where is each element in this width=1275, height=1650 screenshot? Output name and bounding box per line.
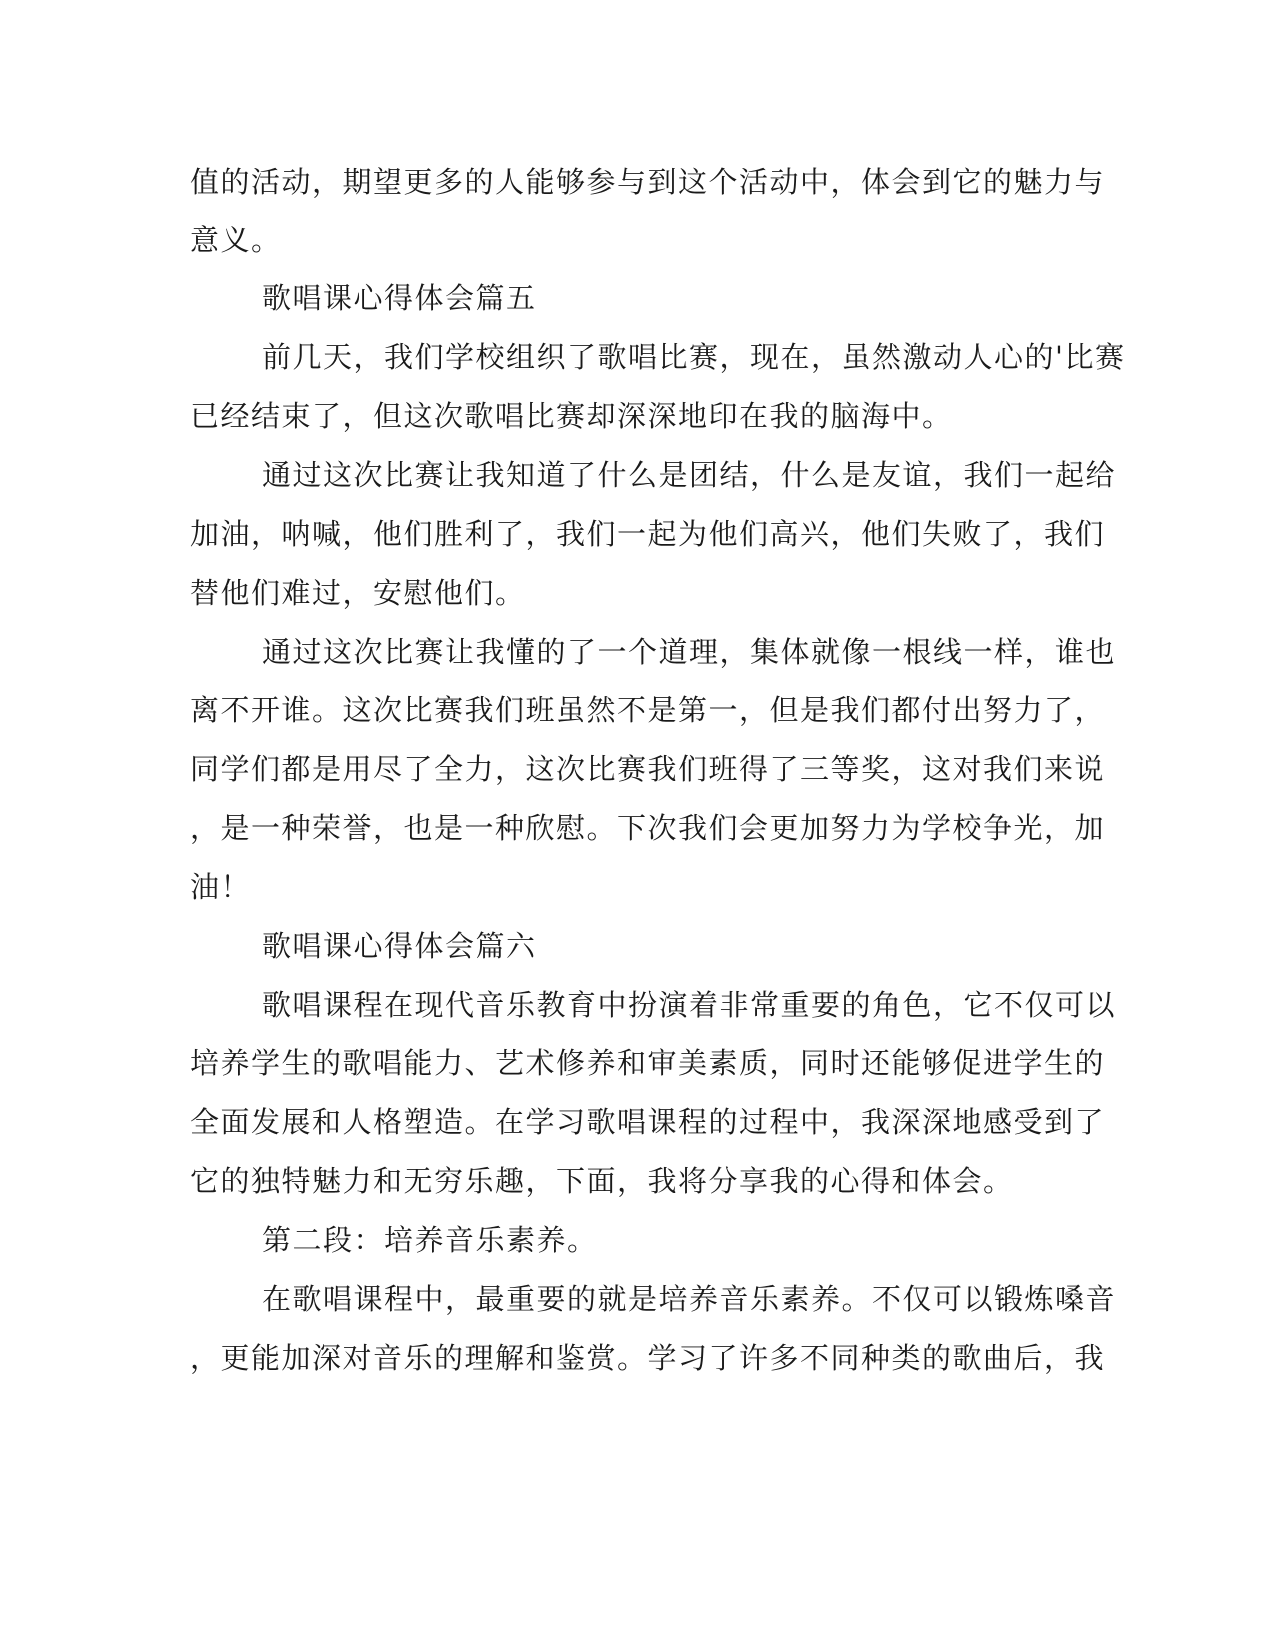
text-line: 前几天，我们学校组织了歌唱比赛，现在，虽然激动人心的'比赛 — [262, 340, 1126, 374]
subsection-heading: 第二段：培养音乐素养。 — [262, 1223, 598, 1257]
text-line: ，更能加深对音乐的理解和鉴赏。学习了许多不同种类的歌曲后，我 — [190, 1341, 1106, 1375]
section-heading: 歌唱课心得体会篇六 — [262, 929, 537, 963]
text-line: 意义。 — [190, 223, 282, 257]
text-line: 通过这次比赛让我知道了什么是团结，什么是友谊，我们一起给 — [262, 458, 1117, 492]
text-line: 离不开谁。这次比赛我们班虽然不是第一，但是我们都付出努力了， — [190, 693, 1106, 727]
text-line: 同学们都是用尽了全力，这次比赛我们班得了三等奖，这对我们来说 — [190, 752, 1106, 786]
text-line: 全面发展和人格塑造。在学习歌唱课程的过程中，我深深地感受到了 — [190, 1105, 1106, 1139]
text-line: 它的独特魅力和无穷乐趣，下面，我将分享我的心得和体会。 — [190, 1164, 1014, 1198]
text-line: 歌唱课程在现代音乐教育中扮演着非常重要的角色，它不仅可以 — [262, 988, 1117, 1022]
section-heading: 歌唱课心得体会篇五 — [262, 281, 537, 315]
text-line: 替他们难过，安慰他们。 — [190, 576, 526, 610]
text-line: 培养学生的歌唱能力、艺术修养和审美素质，同时还能够促进学生的 — [190, 1046, 1106, 1080]
text-line: 油！ — [190, 870, 252, 904]
text-line: 在歌唱课程中，最重要的就是培养音乐素养。不仅可以锻炼嗓音 — [262, 1282, 1117, 1316]
text-line: 已经结束了，但这次歌唱比赛却深深地印在我的脑海中。 — [190, 399, 953, 433]
text-line: 加油，呐喊，他们胜利了，我们一起为他们高兴，他们失败了，我们 — [190, 517, 1106, 551]
text-line: ，是一种荣誉，也是一种欣慰。下次我们会更加努力为学校争光，加 — [190, 811, 1106, 845]
text-line: 值的活动，期望更多的人能够参与到这个活动中，体会到它的魅力与 — [190, 165, 1106, 199]
text-line: 通过这次比赛让我懂的了一个道理，集体就像一根线一样，谁也 — [262, 635, 1117, 669]
